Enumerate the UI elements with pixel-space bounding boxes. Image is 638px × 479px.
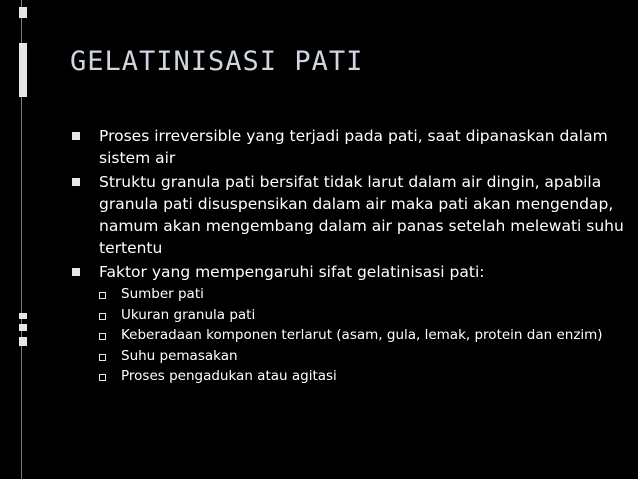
decorative-bar bbox=[19, 324, 27, 331]
decorative-bar bbox=[19, 337, 27, 346]
bullet-item bbox=[70, 171, 625, 259]
bullet-text: Faktor yang mempengaruhi sifat gelatinisasi pati: bbox=[99, 263, 485, 281]
slide-title: GELATINISASI PATI bbox=[70, 46, 364, 77]
sub-bullet-item bbox=[99, 347, 625, 367]
bullet-text: Struktu granula pati bersifat tidak larut dalam air dingin, apabila granula pati disuspensikan dalam air maka pati akan mengendap, namum akan mengembang dalam air panas setelah melewati suhu tertentu bbox=[99, 173, 624, 257]
bullet-text: Proses irreversible yang terjadi pada pati, saat dipanaskan dalam sistem air bbox=[99, 127, 608, 167]
square-bullet-icon bbox=[72, 178, 80, 186]
sub-bullet-text: Keberadaan komponen terlarut (asam, gula, lemak, protein dan enzim) bbox=[121, 327, 603, 343]
decorative-bar bbox=[19, 7, 27, 18]
bullet-list bbox=[70, 125, 625, 283]
hollow-square-bullet-icon bbox=[99, 354, 106, 361]
decorative-bar bbox=[19, 43, 27, 97]
sub-bullet-text: Ukuran granula pati bbox=[121, 306, 256, 323]
sub-bullet-text: Sumber pati bbox=[121, 286, 204, 302]
sub-bullet-text: Suhu pemasakan bbox=[121, 347, 238, 364]
bullet-item bbox=[70, 261, 625, 283]
square-bullet-icon bbox=[72, 132, 80, 140]
slide-content bbox=[70, 125, 625, 388]
hollow-square-bullet-icon bbox=[99, 333, 106, 340]
sub-bullet-text: Proses pengadukan atau agitasi bbox=[121, 368, 337, 384]
sub-bullet-list bbox=[70, 285, 625, 387]
hollow-square-bullet-icon bbox=[99, 292, 106, 299]
square-bullet-icon bbox=[72, 268, 80, 276]
sub-bullet-item bbox=[99, 326, 625, 346]
sub-bullet-item bbox=[99, 285, 625, 305]
bullet-item bbox=[70, 125, 625, 169]
hollow-square-bullet-icon bbox=[99, 374, 106, 381]
sub-bullet-item bbox=[99, 306, 625, 326]
decorative-bar bbox=[19, 313, 27, 319]
hollow-square-bullet-icon bbox=[99, 313, 106, 320]
sub-bullet-item bbox=[99, 367, 625, 387]
